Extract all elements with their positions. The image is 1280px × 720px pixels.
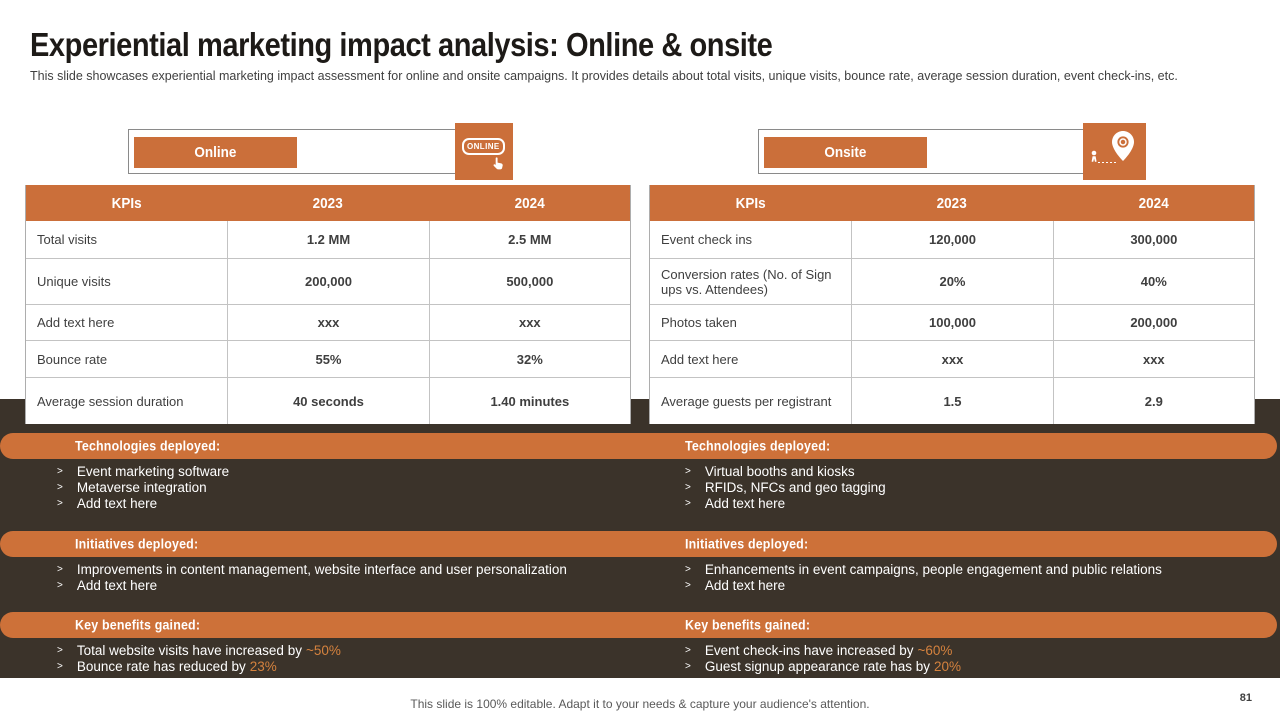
table-row — [26, 221, 630, 258]
onsite-location-icon — [1083, 123, 1146, 180]
onsite-technologies-list — [685, 464, 1255, 512]
highlight-value: ~60% — [917, 643, 953, 658]
kpi-cell: Unique visits — [37, 274, 111, 289]
online-initiatives-list — [57, 562, 627, 594]
table-row — [650, 377, 1254, 424]
onsite-tab-label: Onsite — [824, 144, 867, 161]
online-technologies-heading: Technologies deployed: — [75, 438, 221, 454]
value-2024-cell: 2.5 MM — [429, 221, 630, 258]
online-badge-text: ONLINE — [462, 138, 505, 155]
footer-note: This slide is 100% editable. Adapt it to your needs & capture your audience's attention. — [410, 697, 870, 711]
column-header-kpis: KPIs — [735, 194, 766, 212]
highlight-value: 23% — [249, 659, 277, 674]
list-item: > Add text here — [685, 578, 1255, 594]
list-item: > Virtual booths and kiosks — [685, 464, 1255, 480]
initiatives-section-bar — [0, 531, 1277, 557]
online-cursor-icon — [455, 123, 513, 180]
kpi-cell: Conversion rates (No. of Sign ups vs. Attendees) — [661, 266, 832, 297]
onsite-benefits-heading: Key benefits gained: — [685, 617, 811, 633]
table-row — [26, 340, 630, 377]
table-header-row — [650, 185, 1254, 221]
value-2023-cell: 40 seconds — [227, 378, 428, 424]
column-header-2023: 2023 — [936, 194, 968, 212]
list-item: > Add text here — [685, 496, 1255, 512]
page-number: 81 — [1239, 692, 1252, 704]
value-2024-cell: xxx — [1053, 341, 1254, 377]
value-2023-cell: xxx — [227, 305, 428, 340]
value-2024-cell: xxx — [429, 305, 630, 340]
value-2023-cell: 100,000 — [851, 305, 1052, 340]
benefits-section-bar — [0, 612, 1277, 638]
list-item: > Bounce rate has reduced by 23% — [57, 659, 627, 675]
onsite-benefits-list — [685, 643, 1255, 675]
page-subtitle: This slide showcases experiential marketing impact assessment for online and onsite campaigns. It provides details about total visits, unique visits, bounce rate, average session duration, event check-ins, etc. — [30, 69, 1178, 83]
value-2024-cell: 500,000 — [429, 259, 630, 304]
map-pin-icon — [1083, 123, 1146, 180]
value-2023-cell: 1.2 MM — [227, 221, 428, 258]
column-header-2023: 2023 — [312, 194, 344, 212]
list-item: > Total website visits have increased by ~50% — [57, 643, 627, 659]
hand-cursor-icon — [491, 156, 506, 171]
value-2024-cell: 32% — [429, 341, 630, 377]
value-2023-cell: 120,000 — [851, 221, 1052, 258]
online-kpi-table — [25, 185, 631, 424]
column-header-2024: 2024 — [514, 194, 545, 212]
kpi-cell: Add text here — [661, 351, 739, 367]
table-row — [650, 258, 1254, 304]
value-2023-cell: xxx — [851, 341, 1052, 377]
onsite-tab-box — [758, 129, 1088, 174]
kpi-cell: Photos taken — [661, 315, 737, 330]
online-initiatives-heading: Initiatives deployed: — [75, 536, 199, 552]
online-benefits-list — [57, 643, 627, 675]
online-tab-button[interactable] — [134, 137, 297, 168]
value-2024-cell: 2.9 — [1053, 378, 1254, 424]
highlight-value: 20% — [934, 659, 962, 674]
value-2023-cell: 1.5 — [851, 378, 1052, 424]
list-item: > Guest signup appearance rate has by 20% — [685, 659, 1255, 675]
table-row — [650, 304, 1254, 340]
kpi-cell: Average session duration — [37, 393, 184, 409]
online-tab-box — [128, 129, 458, 174]
value-2023-cell: 200,000 — [227, 259, 428, 304]
table-row — [26, 258, 630, 304]
column-header-kpis: KPIs — [111, 194, 142, 212]
kpi-cell: Average guests per registrant — [661, 393, 832, 409]
onsite-initiatives-list — [685, 562, 1255, 594]
column-header-2024: 2024 — [1138, 194, 1169, 212]
kpi-cell: Add text here — [37, 315, 115, 330]
value-2024-cell: 40% — [1053, 259, 1254, 304]
page-title: Experiential marketing impact analysis: Online & onsite — [30, 26, 773, 63]
online-technologies-list — [57, 464, 627, 512]
value-2023-cell: 20% — [851, 259, 1052, 304]
onsite-technologies-heading: Technologies deployed: — [685, 438, 831, 454]
table-row — [26, 377, 630, 424]
list-item: > Enhancements in event campaigns, people engagement and public relations — [685, 562, 1255, 578]
online-benefits-heading: Key benefits gained: — [75, 617, 201, 633]
table-row — [26, 304, 630, 340]
table-row — [650, 221, 1254, 258]
online-tab-label: Online — [194, 144, 237, 161]
list-item: > Improvements in content management, website interface and user personalization — [57, 562, 627, 578]
value-2024-cell: 300,000 — [1053, 221, 1254, 258]
list-item: > RFIDs, NFCs and geo tagging — [685, 480, 1255, 496]
kpi-cell: Bounce rate — [37, 351, 108, 367]
list-item: > Add text here — [57, 578, 627, 594]
kpi-cell: Event check ins — [661, 232, 753, 247]
list-item: > Event marketing software — [57, 464, 627, 480]
value-2024-cell: 200,000 — [1053, 305, 1254, 340]
highlight-value: ~50% — [305, 643, 341, 658]
onsite-kpi-table — [649, 185, 1255, 424]
list-item: > Add text here — [57, 496, 627, 512]
onsite-initiatives-heading: Initiatives deployed: — [685, 536, 809, 552]
kpi-cell: Total visits — [37, 232, 97, 247]
list-item: > Metaverse integration — [57, 480, 627, 496]
value-2023-cell: 55% — [227, 341, 428, 377]
technologies-section-bar — [0, 433, 1277, 459]
value-2024-cell: 1.40 minutes — [429, 378, 630, 424]
list-item: > Event check-ins have increased by ~60% — [685, 643, 1255, 659]
onsite-tab-button[interactable] — [764, 137, 927, 168]
table-header-row — [26, 185, 630, 221]
table-row — [650, 340, 1254, 377]
